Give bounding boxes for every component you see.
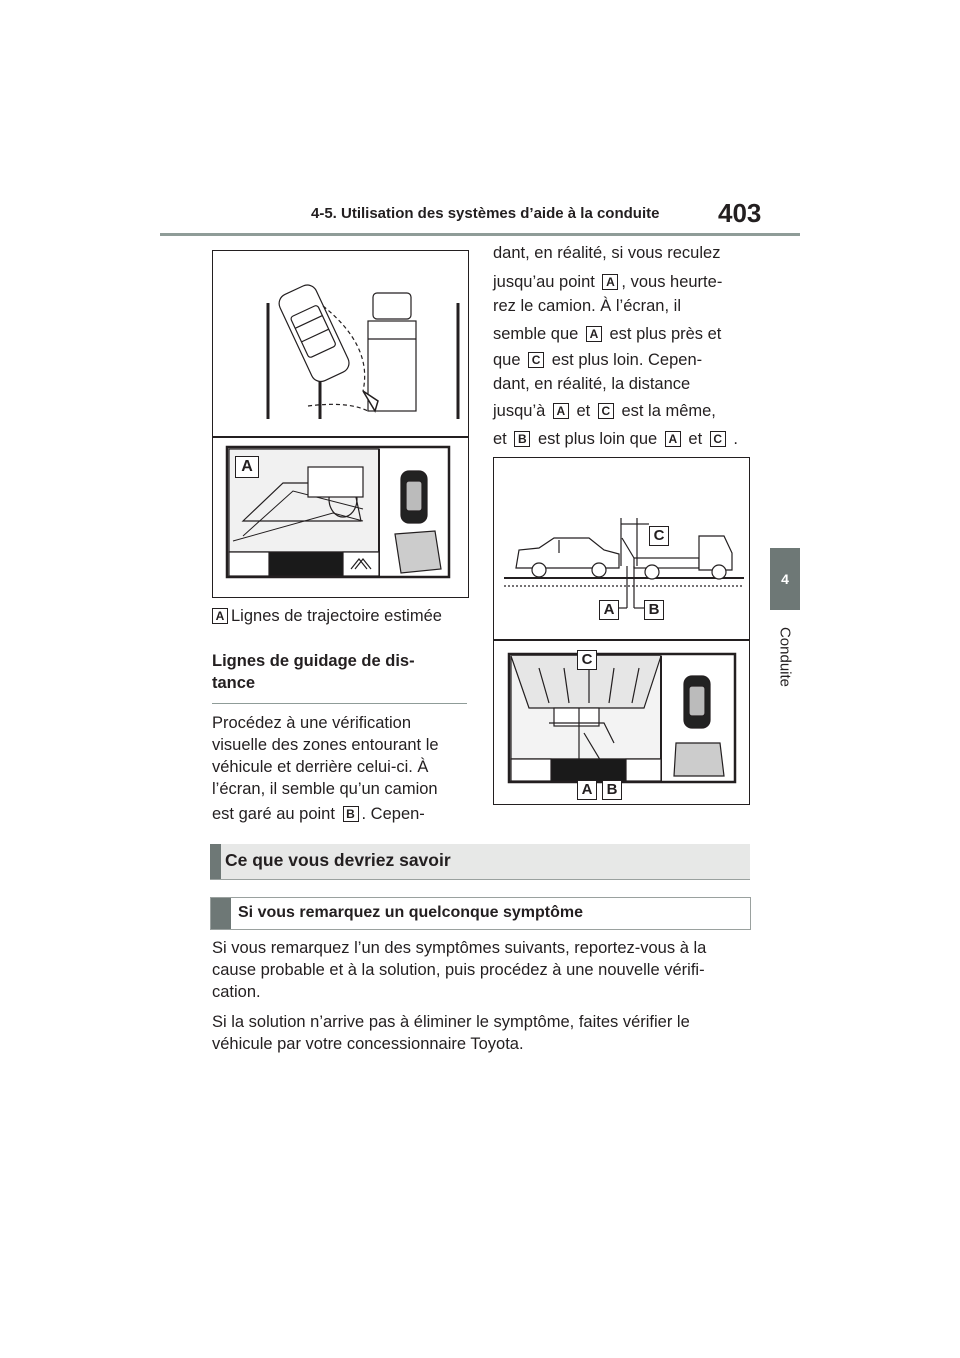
left-line-1: Procédez à une vérification (212, 714, 412, 732)
figure-marker-c-screen: C (577, 650, 597, 670)
figure-marker-a: A (235, 456, 259, 478)
parking-diagram (213, 251, 468, 597)
left-figure (212, 250, 469, 598)
figure-marker-b-top: B (644, 600, 664, 620)
left-line-5: est garé au point B . Cepen- (212, 805, 425, 823)
right-figure (493, 457, 750, 805)
subsection-header-title: Si vous remarquez un quelconque symptôme (238, 904, 583, 921)
bottom-paragraph-2: Si la solution n’arrive pas à éliminer le symptôme, faites vérifier le véhicule par votre concessionnaire Toyota. (212, 1013, 690, 1053)
distance-diagram (494, 458, 749, 804)
subheading-line-2: tance (212, 674, 256, 692)
figure-marker-b-screen: B (602, 780, 622, 800)
bottom-paragraph-1: Si vous remarquez l’un des symptômes suivants, reportez-vous à la cause probable et à la solution, puis procédez à une nouvelle vérifi- cation. (212, 939, 707, 1001)
subsection-header (210, 897, 751, 930)
caption (212, 604, 442, 629)
subheading (212, 650, 467, 704)
right-line-5: que C est plus loin. Cepen- (493, 351, 703, 369)
chapter-tab: 4 (770, 548, 800, 610)
figure-marker-a-top: A (599, 600, 619, 620)
figure-marker-c-top: C (649, 526, 669, 546)
section-header-title: Ce que vous devriez savoir (225, 850, 451, 870)
right-line-8: et B est plus loin que A et C . (493, 430, 738, 448)
figure-marker-a-screen: A (577, 780, 597, 800)
caption-badge: A (212, 608, 228, 624)
point-b-badge: B (343, 806, 359, 822)
page-number: 403 (718, 198, 762, 228)
section-header (210, 844, 750, 880)
right-line-7: jusqu’à A et C est la même, (493, 402, 716, 420)
right-line-2: jusqu’au point A , vous heurte- (493, 273, 723, 291)
subheading-rule (212, 703, 467, 704)
chapter-label: Conduite (776, 626, 794, 688)
right-line-3: rez le camion. À l’écran, il (493, 297, 681, 315)
header-rule (160, 233, 800, 236)
section-title: 4-5. Utilisation des systèmes d’aide à la conduite (311, 205, 660, 222)
right-paragraph (493, 240, 763, 452)
left-paragraph (212, 712, 472, 825)
right-line-6: dant, en réalité, la distance (493, 375, 691, 393)
caption-text: Lignes de trajectoire estimée (231, 607, 442, 625)
left-line-2: visuelle des zones entourant le (212, 736, 439, 754)
left-line-4: l’écran, il semble qu’un camion (212, 780, 438, 798)
right-line-1: dant, en réalité, si vous reculez (493, 244, 721, 262)
right-line-4: semble que A est plus près et (493, 325, 722, 343)
subheading-line-1: Lignes de guidage de dis- (212, 652, 415, 670)
left-line-3: véhicule et derrière celui-ci. À (212, 758, 429, 776)
